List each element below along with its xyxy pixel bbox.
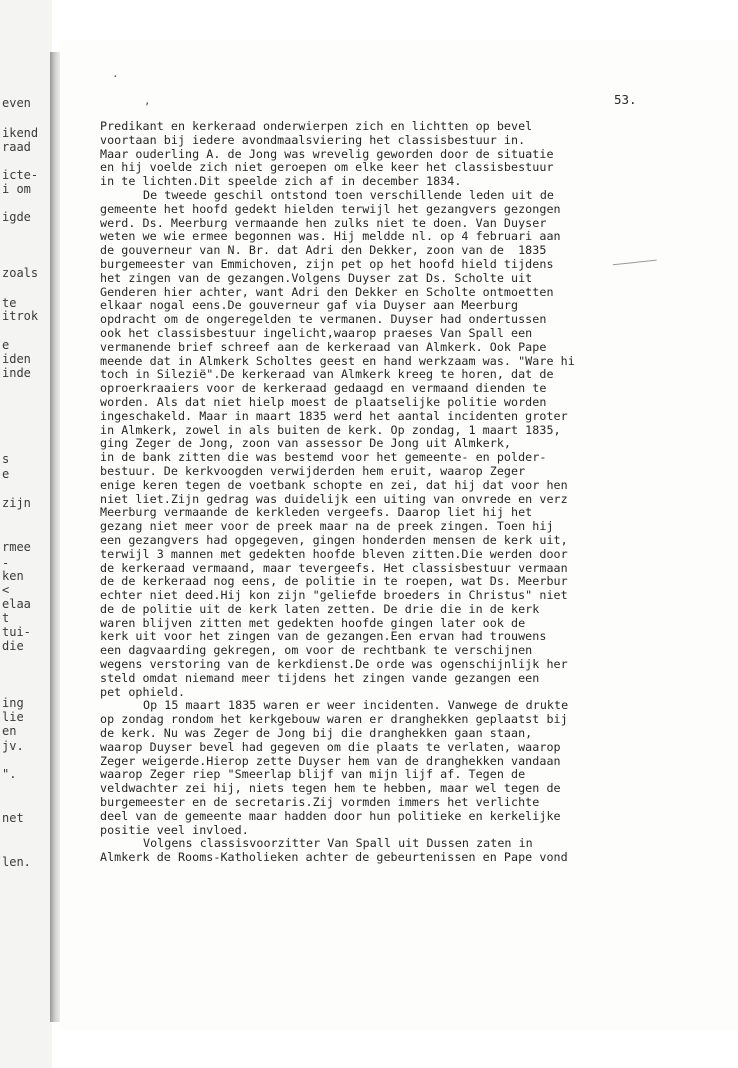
margin-fragment: len. xyxy=(2,855,31,869)
margin-fragment: icte- xyxy=(2,168,39,182)
margin-fragment: even xyxy=(2,96,31,110)
text-line: in te lichten.Dit speelde zich af in december 1834. xyxy=(100,174,462,189)
text-line: een dagvaarding gekregen, om voor de rechtbank te verschijnen xyxy=(100,643,533,658)
previous-page-edge xyxy=(0,0,52,1068)
margin-fragment: iden xyxy=(2,352,31,366)
text-line: waarop Zeger riep "Smeerlap blijf van mijn lijf af. Tegen de xyxy=(100,767,526,782)
text-line: Maar ouderling A. de Jong was wrevelig geworden door de situatie xyxy=(100,146,554,161)
text-line: elkaar nogal eens.De gouverneur gaf via Duyser aan Meerburg xyxy=(100,298,519,313)
text-line: Op 15 maart 1835 waren er weer incidenten. Vanwege de drukte xyxy=(143,698,569,713)
text-line: bestuur. De kerkvoogden verwijderden hem eruit, waarop Zeger xyxy=(100,463,526,478)
text-line: enige keren tegen de voetbank schopte en zei, dat hij dat voor hen xyxy=(100,477,568,492)
text-line: op zondag rondom het kerkgebouw waren er dranghekken geplaatst bij xyxy=(100,712,568,727)
margin-fragment: en xyxy=(2,724,17,738)
page-binding xyxy=(50,52,60,1022)
text-line: in de bank zitten die was bestemd voor het gemeente- en polder- xyxy=(100,450,547,465)
text-line: De tweede geschil ontstond toen verschillende leden uit de xyxy=(143,187,555,202)
text-line: weten we wie ermee begonnen was. Hij meldde nl. op 4 februari aan xyxy=(100,229,561,244)
text-line: burgemeester en de secretaris.Zij vormden immers het verlichte xyxy=(100,795,540,810)
text-line: de kerk. Nu was Zeger de Jong bij die dranghekken gaan staan, xyxy=(100,726,533,741)
text-line: meende dat in Almkerk Scholtes geest en hand werkzaam was. "Ware hi xyxy=(100,353,575,368)
margin-fragment: s xyxy=(2,452,10,466)
margin-fragment: lie xyxy=(2,710,24,724)
text-line: gezang niet meer voor de preek maar na de preek zingen. Toen hij xyxy=(100,519,554,534)
text-line: niet liet.Zijn gedrag was duidelijk een uiting van onvrede en verz xyxy=(100,491,568,506)
text-line: Zeger weigerde.Hierop zette Duyser hem van de dranghekken vandaan xyxy=(100,753,561,768)
text-line: de gouverneur van N. Br. dat Adri den Dekker, zoon van de 1835 xyxy=(100,243,547,258)
margin-fragment: ikend xyxy=(2,126,39,140)
text-line: de de politie uit de kerk laten zetten. De drie die in de kerk xyxy=(100,601,540,616)
text-line: Predikant en kerkeraad onderwierpen zich en lichtten op bevel xyxy=(100,119,533,133)
text-line: oproerkraaiers voor de kerkeraad gedaagd en vermaand dienden te xyxy=(100,381,547,396)
text-line: voortaan bij iedere avondmaalsviering het classisbestuur in. xyxy=(100,132,526,147)
text-line: gemeente het hoofd gedekt hielden terwijl het gezangvers gezongen xyxy=(100,201,561,216)
margin-fragment: elaa xyxy=(2,597,31,611)
text-line: waren blijven zitten met gedekten hoofde gingen later ook de xyxy=(100,615,526,630)
text-line: ingeschakeld. Maar in maart 1835 werd het aantal incidenten groter xyxy=(100,408,568,423)
text-line: positie veel invloed. xyxy=(100,822,249,837)
text-line: Genderen hier achter, want Adri den Dekker en Scholte ontmoetten xyxy=(100,284,554,299)
margin-fragment: tui- xyxy=(2,625,31,639)
margin-fragment: - xyxy=(2,556,10,570)
margin-fragment: ". xyxy=(2,767,17,781)
margin-fragment: rmee xyxy=(2,540,31,554)
speck: , xyxy=(144,94,151,107)
margin-fragment: inde xyxy=(2,366,31,380)
text-line: kerk uit voor het zingen van de gezangen.Een ervan had trouwens xyxy=(100,629,547,644)
text-line: opdracht om de ongeregelden te vermanen. Duyser had ondertussen xyxy=(100,312,547,327)
text-line: ook het classisbestuur ingelicht,waarop praeses Van Spall een xyxy=(100,325,533,340)
text-line: vermanende brief schreef aan de kerkeraad van Almkerk. Ook Pape xyxy=(100,339,547,354)
text-line: een gezangvers had opgegeven, gingen honderden mensen de kerk uit, xyxy=(100,532,568,547)
margin-fragment: i om xyxy=(2,182,31,196)
margin-fragment: te xyxy=(2,296,17,310)
margin-fragment: t xyxy=(2,611,10,625)
margin-fragment: raad xyxy=(2,140,31,154)
margin-fragment: < xyxy=(2,583,10,597)
page-number: 53. xyxy=(614,92,637,107)
text-line: de de kerkeraad nog eens, de politie in te roepen, wat Ds. Meerbur xyxy=(100,574,568,589)
text-line: Meerburg vermaande de kerkleden vergeefs. Daarop liet hij het xyxy=(100,505,533,520)
text-line: toch in Sileziё".De kerkeraad van Almkerk kreeg te horen, dat de xyxy=(100,367,554,382)
margin-fragment: e xyxy=(2,467,10,481)
text-line: waarop Duyser bevel had gegeven om die plaats te verlaten, waarop xyxy=(100,739,561,754)
text-line: burgemeester van Emmichoven, zijn pet op het hoofd hield tijdens xyxy=(100,256,554,271)
text-line: Volgens classisvoorzitter Van Spall uit Dussen zaten in xyxy=(143,836,533,851)
text-line: echter niet deed.Hij kon zijn "geliefde broeders in Christus" niet xyxy=(100,588,568,603)
text-line: het zingen van de gezangen.Volgens Duyser zat Ds. Scholte uit xyxy=(100,270,533,285)
margin-fragment: zijn xyxy=(2,496,31,510)
text-line: werd. Ds. Meerburg vermaande hen zulks niet te doen. Van Duyser xyxy=(100,215,547,230)
margin-fragment: net xyxy=(2,811,24,825)
text-line: veldwachter zei hij, niets tegen hem te hebben, maar wel tegen de xyxy=(100,781,561,796)
text-line: Almkerk de Rooms-Katholieken achter de gebeurtenissen en Pape vond xyxy=(100,850,568,865)
text-line: de kerkeraad vermaand, maar tevergeefs. Het classisbestuur vermaan xyxy=(100,560,568,575)
text-line: wegens verstoring van de kerkdienst.De orde was ogenschijnlijk her xyxy=(100,657,568,672)
text-line: terwijl 3 mannen met gedekten hoofde bleven zitten.Die werden door xyxy=(100,546,568,561)
text-line: worden. Als dat niet hielp moest de plaatselijke politie worden xyxy=(100,394,547,409)
margin-fragment: ing xyxy=(2,696,24,710)
text-line: pet ophield. xyxy=(100,684,186,699)
margin-fragment: igde xyxy=(2,210,31,224)
text-line: steld omdat niemand meer tijdens het zingen vande gezangen een xyxy=(100,670,540,685)
speck: · xyxy=(112,70,119,83)
margin-fragment: itrok xyxy=(2,309,39,323)
text-line: en hij voelde zich niet geroepen om elke keer het classisbestuur xyxy=(100,160,554,175)
text-line: in Almkerk, zowel in als buiten de kerk. Op zondag, 1 maart 1835, xyxy=(100,422,561,437)
margin-fragment: jv. xyxy=(2,739,24,753)
body-text xyxy=(100,120,700,865)
text-line: deel van de gemeente maar hadden door hun politieke en kerkelijke xyxy=(100,808,561,823)
margin-fragment: e xyxy=(2,338,10,352)
margin-fragment: die xyxy=(2,639,24,653)
margin-fragment: ken xyxy=(2,569,24,583)
margin-fragment: zoals xyxy=(2,266,39,280)
text-line: ging Zeger de Jong, zoon van assessor De Jong uit Almkerk, xyxy=(100,436,512,451)
